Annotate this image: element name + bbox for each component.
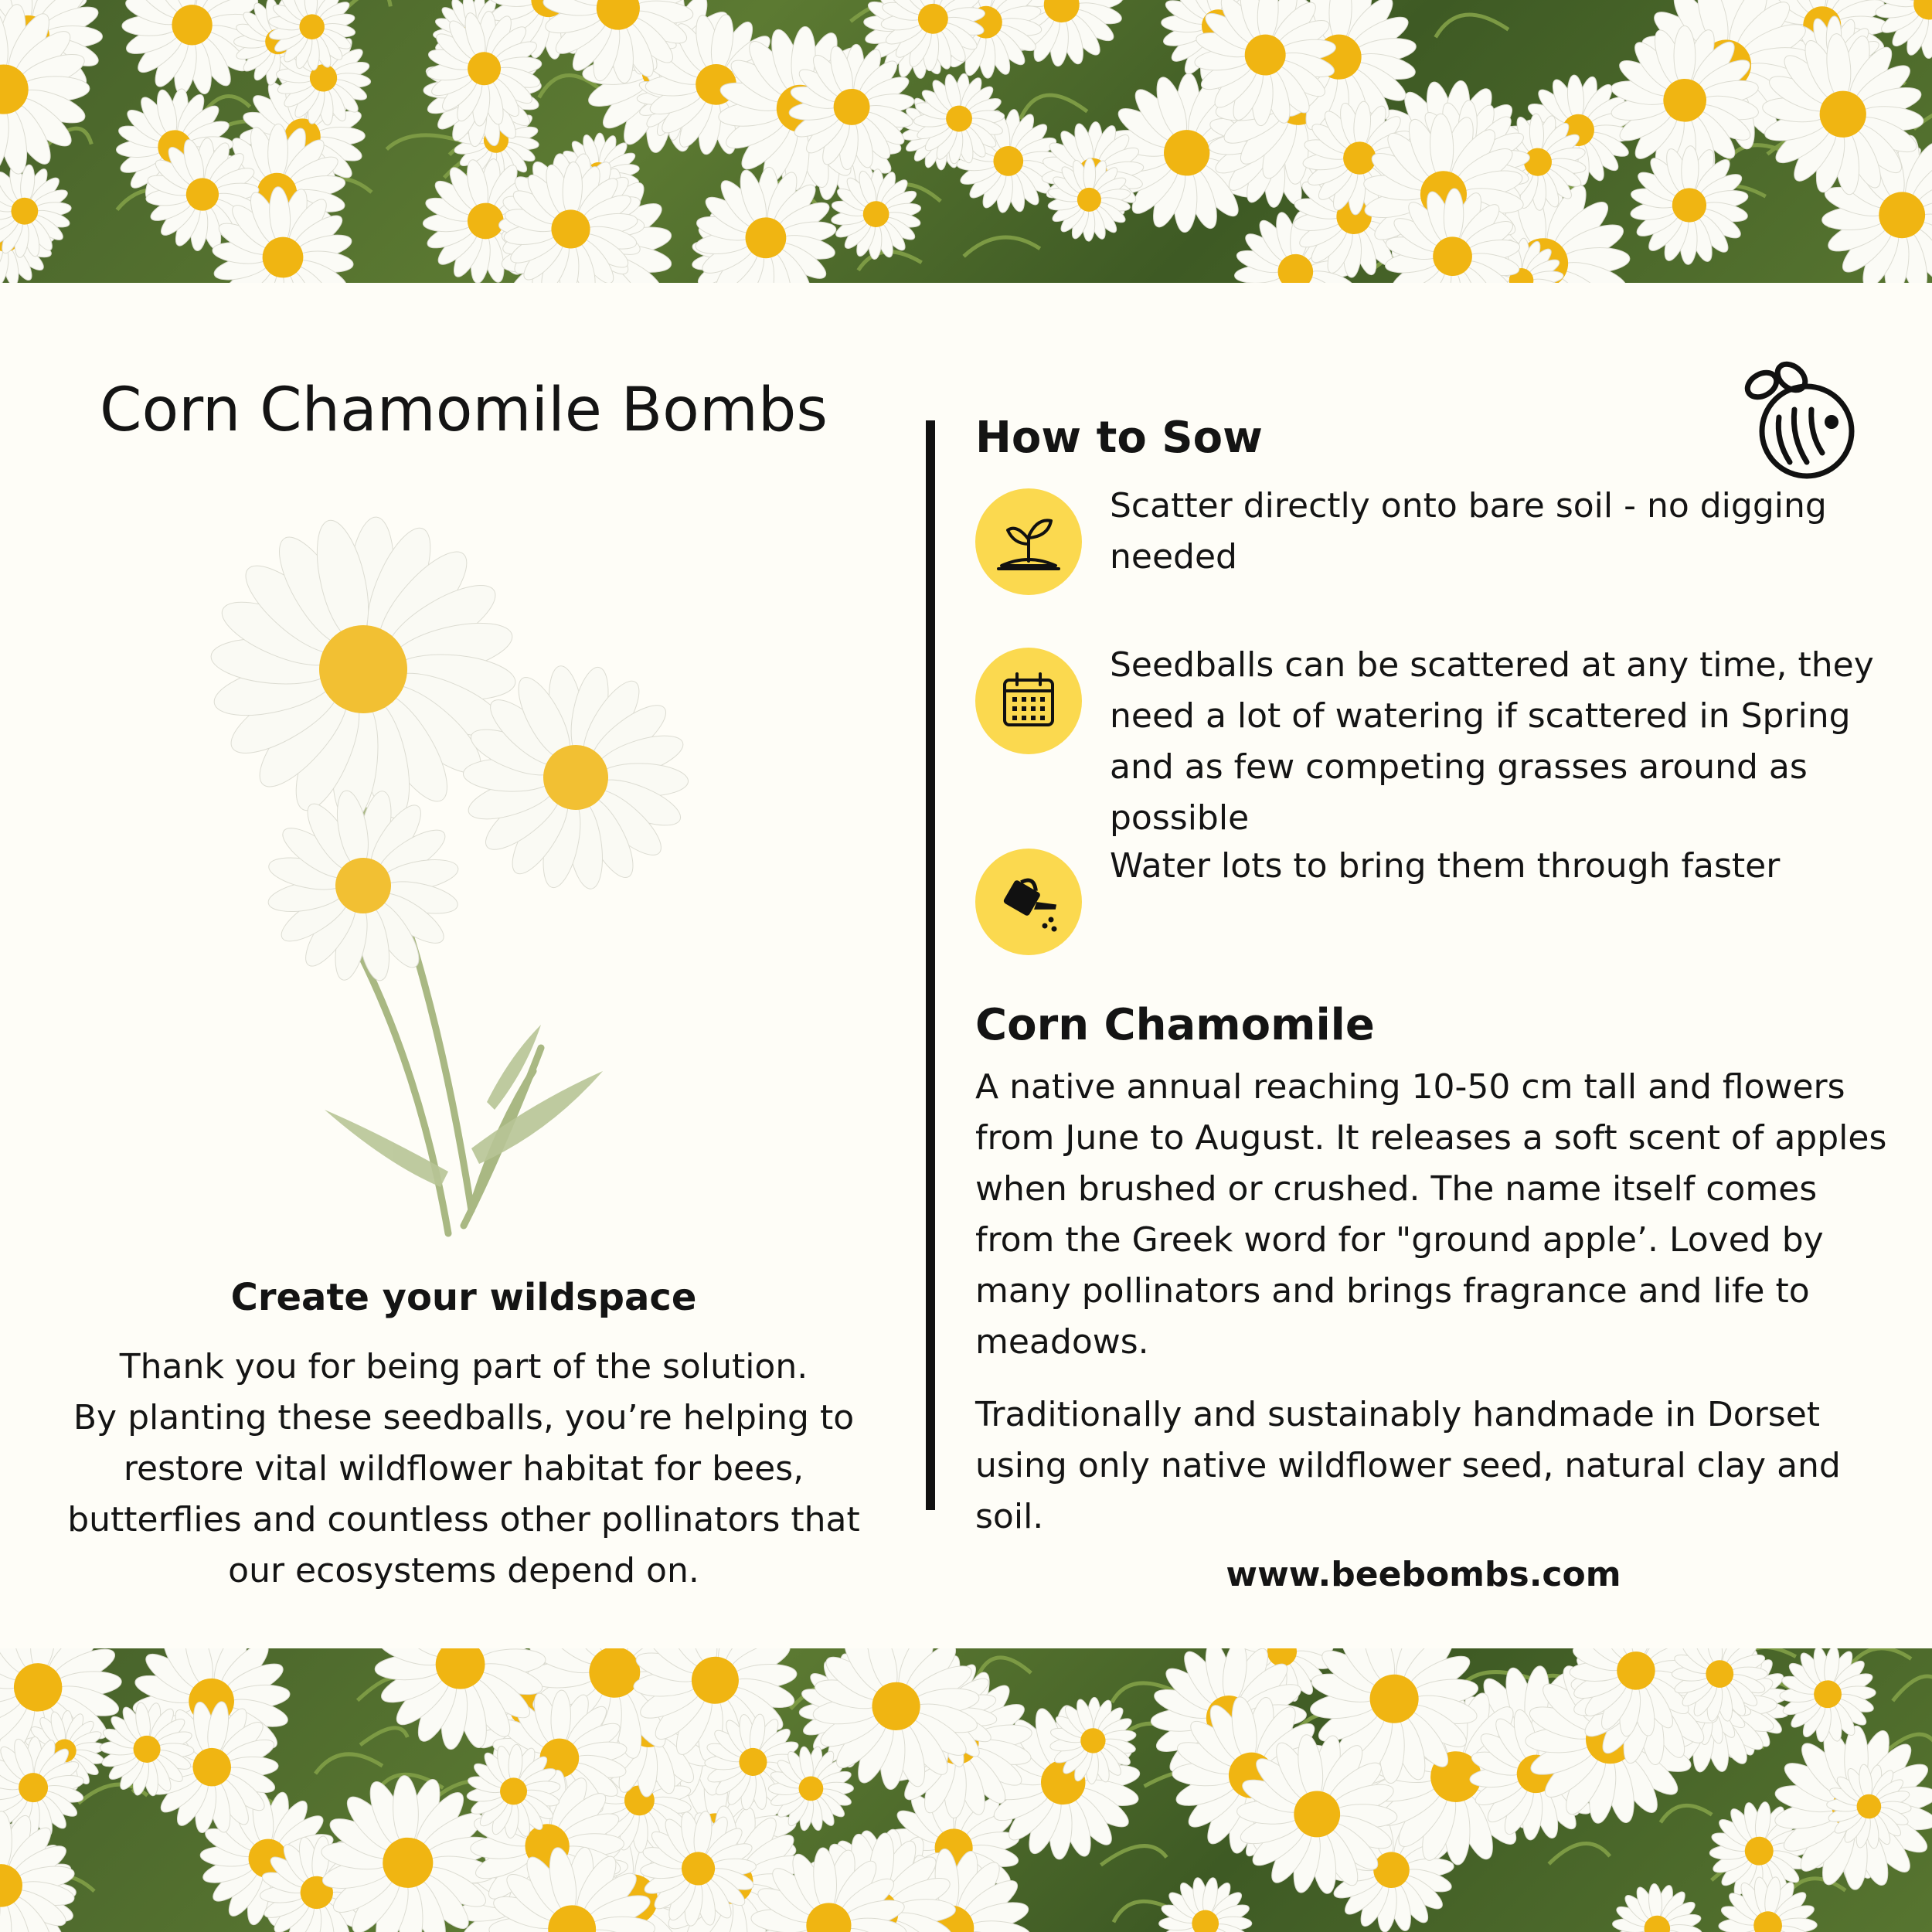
bottom-daisy-photo — [0, 1648, 1932, 1932]
sprout-icon — [975, 488, 1082, 595]
page-title: Corn Chamomile Bombs — [100, 376, 828, 445]
wildspace-text — [23, 1342, 904, 1597]
sow-step-text: Seedballs can be scattered at any time, they need a lot of watering if scattered in Spring and as few competing grasses around as possible — [1110, 645, 1874, 838]
corn-chamomile-description: A native annual reaching 10-50 cm tall and flowers from June to August. It releases a soft scent of apples when brushed or crushed. The name itself comes from the Greek word for "ground apple’. Loved by many pollinators and brings fragrance and life to meadows. — [975, 1067, 1887, 1362]
daisy-field-image — [0, 1648, 1932, 1932]
chamomile-illustration — [209, 515, 719, 1241]
sow-step-text: Scatter directly onto bare soil - no digging needed — [1110, 486, 1827, 577]
handmade-text: Traditionally and sustainably handmade in Dorset using only native wildflower seed, natural clay and soil. — [975, 1395, 1841, 1536]
watering-can-icon — [975, 849, 1082, 955]
website-link[interactable]: www.beebombs.com — [1226, 1555, 1621, 1594]
wildspace-line: butterflies and countless other pollinators that — [67, 1500, 860, 1539]
sow-step-text: Water lots to bring them through faster — [1110, 846, 1781, 886]
calendar-icon — [975, 648, 1082, 754]
corn-chamomile-heading: Corn Chamomile — [975, 1000, 1375, 1050]
wildspace-line: restore vital wildflower habitat for bees, — [123, 1449, 804, 1488]
column-divider — [926, 420, 935, 1510]
daisy-field-image — [0, 0, 1932, 283]
bee-logo-icon — [1731, 354, 1862, 485]
wildspace-line: our ecosystems depend on. — [228, 1551, 699, 1590]
info-card — [0, 283, 1932, 1648]
wildspace-heading: Create your wildspace — [230, 1276, 697, 1319]
top-daisy-photo — [0, 0, 1932, 283]
wildspace-line: Thank you for being part of the solution. — [119, 1347, 808, 1386]
how-to-sow-heading: How to Sow — [975, 413, 1263, 463]
wildspace-line: By planting these seedballs, you’re helping to — [73, 1398, 855, 1437]
